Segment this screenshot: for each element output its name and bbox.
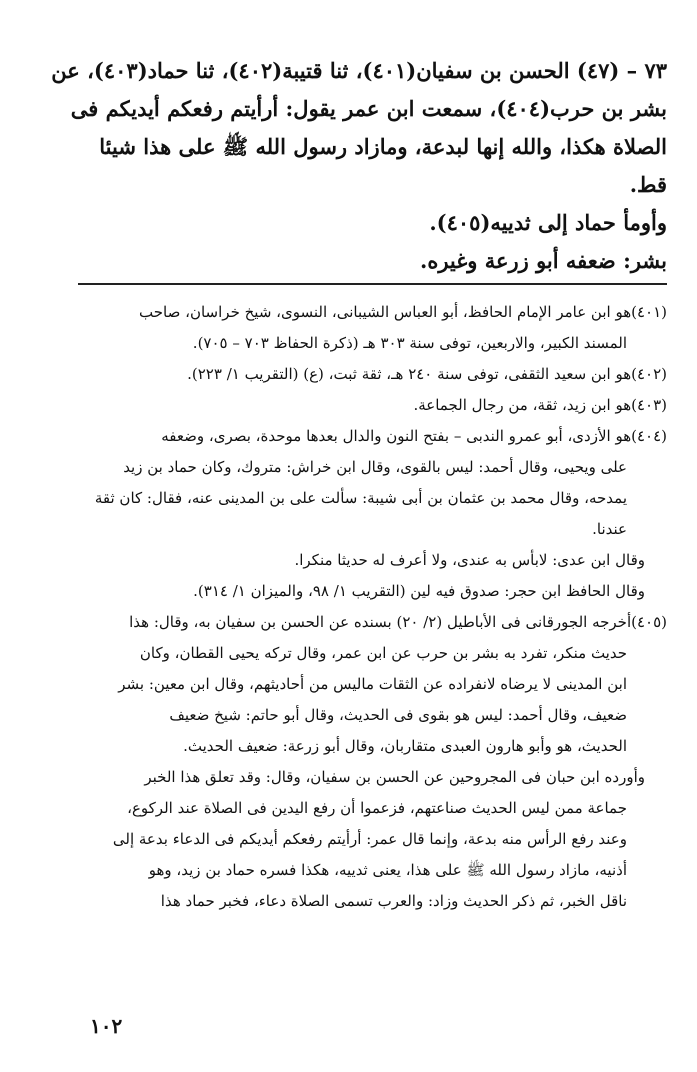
footnote-line: أذنيه، مازاد رسول الله ﷺ على هذا، يعنى ثدييه، هكذا فسره حماد بن زيد، وهو xyxy=(148,861,627,879)
hadith-line: وأومأ حماد إلى ثدييه(٤٠٥). xyxy=(429,210,667,235)
footnote-line: (٤٠٤)هو الأزدى، أبو عمرو الندبى – بفتح النون والدال بعدها موحدة، بصرى، وضعفه xyxy=(161,427,667,445)
footnote-line: (٤٠٢)هو ابن سعيد الثقفى، توفى سنة ٢٤٠ هـ، ثقة ثبت، (ع) (التقريب ١/ ٢٢٣). xyxy=(187,365,667,383)
footnote-line: يمدحه، وقال محمد بن عثمان بن أبى شيبة: سألت على بن المدينى عنه، فقال: كان ثقة xyxy=(94,489,627,507)
hadith-text xyxy=(51,52,667,280)
footnotes xyxy=(62,297,667,917)
footnote-line: (٤٠٥)أخرجه الجورقانى فى الأباطيل (٢/ ٢٠) بسنده عن الحسن بن سفيان به، وقال: هذا xyxy=(129,613,667,631)
footnote-line: المسند الكبير، والاربعين، توفى سنة ٣٠٣ هـ (ذكرة الحفاظ ٧٠٣ – ٧٠٥). xyxy=(192,334,627,352)
footnote-line: عندنا. xyxy=(592,520,627,538)
footnote-line: ابن المدينى لا يرضاه لانفراده عن الثقات ماليس من أحاديثهم، وقال ابن معين: بشر xyxy=(118,675,627,693)
footnote-separator xyxy=(78,283,667,285)
footnote-line: حديث منكر، تفرد به بشر بن حرب عن ابن عمر، وقال تركه يحيى القطان، وكان xyxy=(139,644,627,662)
footnote-line: وعند رفع الرأس منه بدعة، وإنما قال عمر: أرأيتم رفعكم أيديكم فى الدعاء بدعة إلى xyxy=(112,830,627,848)
footnote-line: ضعيف، وقال أحمد: ليس هو بقوى فى الحديث، وقال أبو حاتم: شيخ ضعيف xyxy=(169,706,627,724)
footnote-line: جماعة ممن ليس الحديث صناعتهم، فزعموا أن رفع اليدين فى الصلاة عند الركوع، xyxy=(127,799,627,817)
footnote-line: الحديث، هو وأبو هارون العبدى متقاربان، وقال أبو زرعة: ضعيف الحديث. xyxy=(183,737,627,755)
hadith-line: ٧٣ – (٤٧) الحسن بن سفيان(٤٠١)، ثنا قتيبة(٤٠٢)، ثنا حماد(٤٠٣)، عن xyxy=(51,58,667,83)
footnote-line: وأورده ابن حبان فى المجروحين عن الحسن بن سفيان، وقال: وقد تعلق هذا الخبر xyxy=(144,768,645,786)
footnote-line: (٤٠١)هو ابن عامر الإمام الحافظ، أبو العباس الشيبانى، النسوى، شيخ خراسان، صاحب xyxy=(139,303,667,321)
hadith-line: بشر بن حرب(٤٠٤)، سمعت ابن عمر يقول: أرأيتم رفعكم أيديكم فى xyxy=(70,96,667,121)
footnote-line: وقال الحافظ ابن حجر: صدوق فيه لين (التقريب ١/ ٩٨، والميزان ١/ ٣١٤). xyxy=(193,582,645,600)
footnote-line: (٤٠٣)هو ابن زيد، ثقة، من رجال الجماعة. xyxy=(413,396,667,414)
footnote-line: على ويحيى، وقال أحمد: ليس بالقوى، وقال ابن خراش: متروك، وكان حماد بن زيد xyxy=(123,458,627,476)
hadith-line: الصلاة هكذا، والله إنها لبدعة، ومازاد رسول الله ﷺ على هذا شيئا xyxy=(99,134,667,159)
footnote-line: وقال ابن عدى: لابأس به عندى، ولا أعرف له حديثا منكرا. xyxy=(294,551,645,569)
footnote-line: ناقل الخبر، ثم ذكر الحديث وزاد: والعرب تسمى الصلاة دعاء، فخبر حماد هذا xyxy=(160,892,627,910)
narrator-note: بشر: ضعفه أبو زرعة وغيره. xyxy=(420,248,667,273)
hadith-line: قط. xyxy=(629,172,667,197)
page-number: ١٠٢ xyxy=(90,1014,123,1038)
